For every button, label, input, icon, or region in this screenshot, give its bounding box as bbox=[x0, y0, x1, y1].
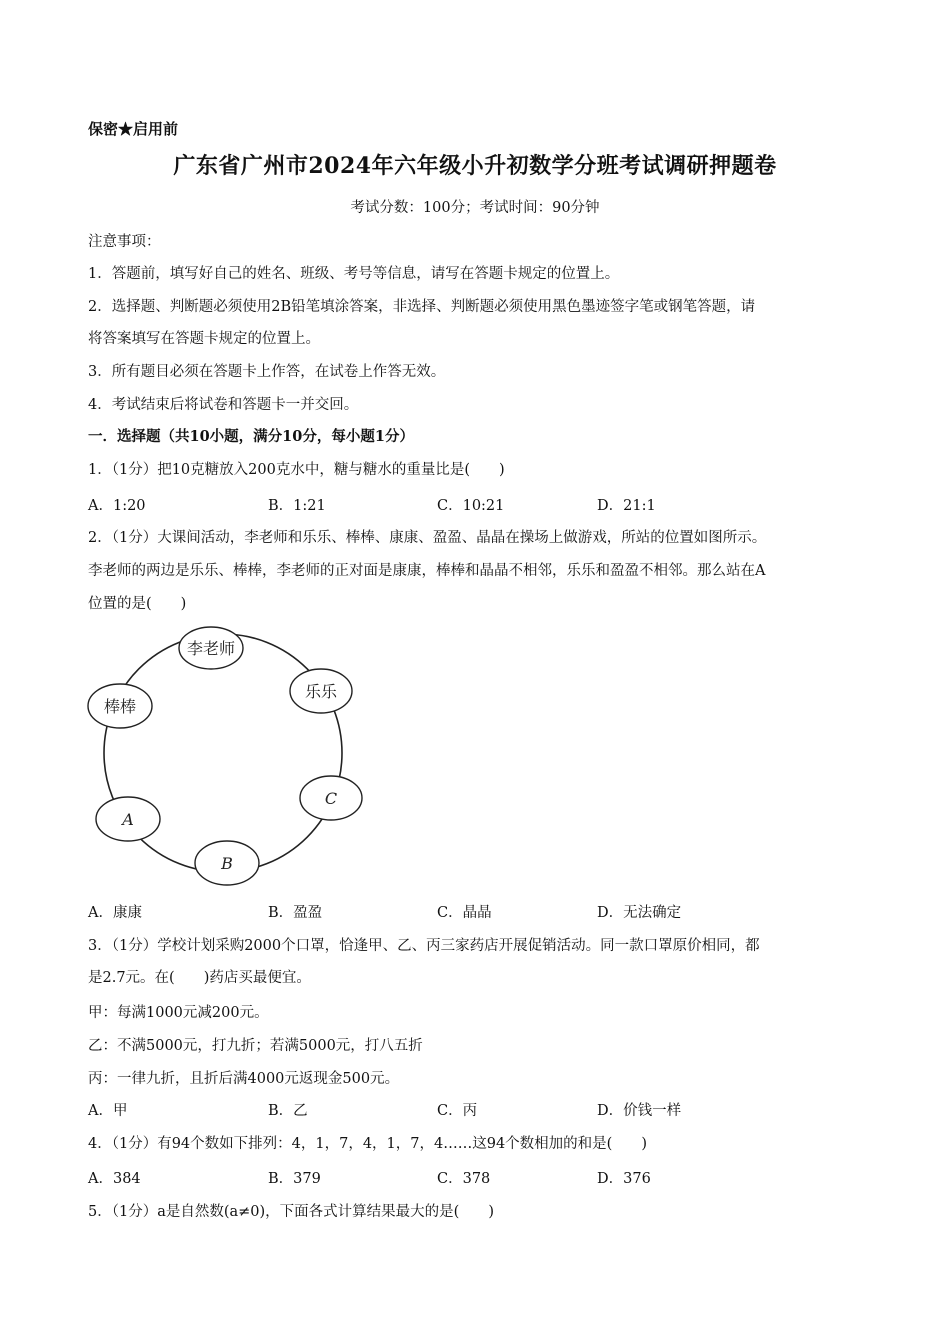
page-title: 广东省广州市2024年六年级小升初数学分班考试调研押题卷 bbox=[173, 153, 777, 179]
question-2-line: 李老师的两边是乐乐、棒棒，李老师的正对面是康康，棒棒和晶晶不相邻，乐乐和盈盈不相邻。那么站在A bbox=[88, 563, 766, 579]
label-c: C bbox=[324, 789, 338, 808]
question-5-stem: 5．（1分）a是自然数(a≠0)，下面各式计算结果最大的是( ) bbox=[88, 1204, 494, 1220]
notes-heading: 注意事项： bbox=[88, 234, 161, 250]
label-bangbang: 棒棒 bbox=[103, 697, 137, 716]
question-4-stem: 4．（1分）有94个数如下排列：4，1，7，4，1，7，4……这94个数相加的和是( ) bbox=[88, 1136, 647, 1152]
question-3-line: 甲：每满1000元减200元。 bbox=[88, 1005, 269, 1021]
position-b bbox=[195, 841, 259, 885]
q3-option-a: A．甲 bbox=[88, 1103, 128, 1119]
note-item: 2．选择题、判断题必须使用2B铅笔填涂答案，非选择、判断题必须使用黑色墨迹签字笔或钢笔答题，请 bbox=[88, 299, 756, 315]
question-3-line: 是2.7元。在( )药店买最便宜。 bbox=[88, 970, 311, 986]
label-b: B bbox=[221, 854, 233, 873]
note-item: 将答案填写在答题卡规定的位置上。 bbox=[88, 331, 320, 347]
q4-option-c: C．378 bbox=[437, 1171, 491, 1187]
q4-option-a: A．384 bbox=[88, 1171, 141, 1187]
position-a bbox=[96, 797, 160, 841]
question-1-stem: 1．（1分）把10克糖放入200克水中，糖与糖水的重量比是( ) bbox=[88, 462, 505, 478]
question-3-line: 3．（1分）学校计划采购2000个口罩，恰逢甲、乙、丙三家药店开展促销活动。同一款口罩原价相同，都 bbox=[88, 938, 760, 954]
q3-option-c: C．丙 bbox=[437, 1103, 478, 1119]
note-item: 4．考试结束后将试卷和答题卡一并交回。 bbox=[88, 397, 359, 413]
label-teacher: 李老师 bbox=[186, 639, 236, 658]
q2-option-d: D．无法确定 bbox=[597, 905, 682, 921]
note-item: 1．答题前，填写好自己的姓名、班级、考号等信息，请写在答题卡规定的位置上。 bbox=[88, 266, 620, 282]
q1-option-a: A．1:20 bbox=[88, 498, 146, 514]
exam-info: 考试分数：100分；考试时间：90分钟 bbox=[350, 200, 600, 216]
q2-option-c: C．晶晶 bbox=[437, 905, 492, 921]
q4-option-b: B．379 bbox=[268, 1171, 321, 1187]
question-2-line: 位置的是( ) bbox=[88, 596, 187, 612]
position-bangbang bbox=[88, 684, 152, 728]
q3-option-b: B．乙 bbox=[268, 1103, 308, 1119]
q3-option-d: D．价钱一样 bbox=[597, 1103, 682, 1119]
label-lele: 乐乐 bbox=[304, 682, 338, 701]
position-lele bbox=[290, 669, 352, 713]
question-3-line: 丙：一律九折，且折后满4000元返现金500元。 bbox=[88, 1071, 400, 1087]
question-3-line: 乙：不满5000元，打九折；若满5000元，打八五折 bbox=[88, 1038, 423, 1054]
q1-option-c: C．10:21 bbox=[437, 498, 505, 514]
q4-option-d: D．376 bbox=[597, 1171, 651, 1187]
seating-circle-diagram bbox=[84, 622, 374, 890]
section-heading: 一．选择题（共10小题，满分10分，每小题1分） bbox=[88, 428, 414, 445]
q2-option-a: A．康康 bbox=[88, 905, 142, 921]
note-item: 3．所有题目必须在答题卡上作答，在试卷上作答无效。 bbox=[88, 364, 446, 380]
position-teacher bbox=[179, 627, 243, 669]
q2-option-b: B．盈盈 bbox=[268, 905, 323, 921]
label-a: A bbox=[122, 810, 134, 829]
q1-option-d: D．21:1 bbox=[597, 498, 656, 514]
q1-option-b: B．1:21 bbox=[268, 498, 326, 514]
question-2-line: 2．（1分）大课间活动，李老师和乐乐、棒棒、康康、盈盈、晶晶在操场上做游戏，所站的位置如图所示。 bbox=[88, 530, 767, 546]
position-c bbox=[300, 776, 362, 820]
confidential-mark: 保密★启用前 bbox=[88, 120, 179, 138]
